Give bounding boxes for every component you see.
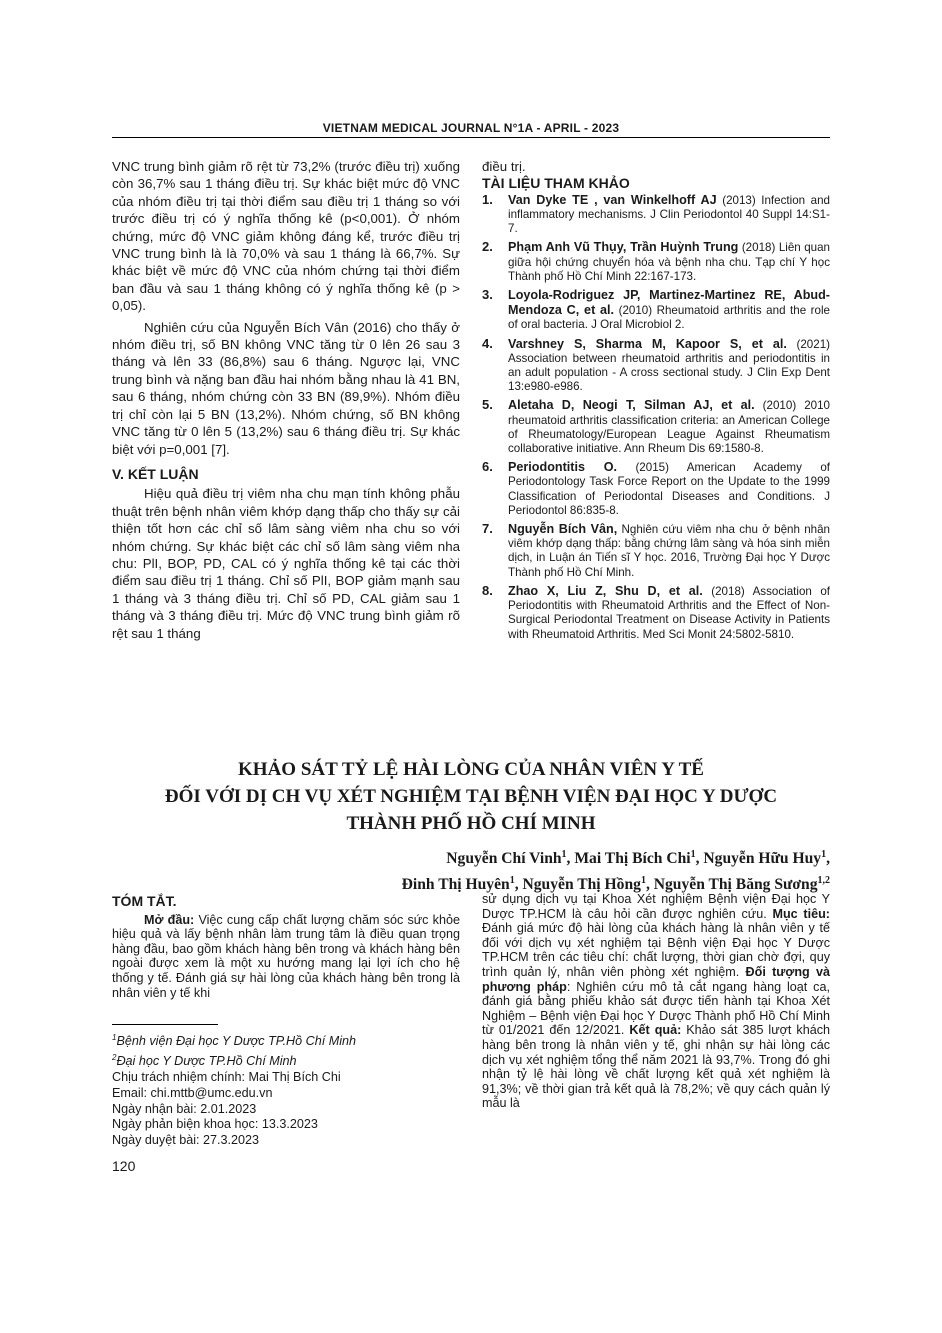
left-column <box>112 158 460 642</box>
paragraph-continuation: điều trị. <box>482 159 526 174</box>
reference-item: 7. Nguyễn Bích Vân, Nghiên cứu viêm nha chu ở bệnh nhân viêm khớp dạng thấp: bằng chứng lâm sàng và hóa sinh miễn dịch, in Luận án Tiến sĩ Y học. 2016, Trường Đại học Y Dược Thành phố Hồ Chí Minh. <box>482 521 830 579</box>
author-name: Nguyễn Chí Vinh <box>446 850 562 868</box>
reference-item: 1. Van Dyke TE , van Winkelhoff AJ (2013) Infection and inflammatory mechanisms. J Clin Periodontol 40 Suppl 14:S1-7. <box>482 191 830 236</box>
author-name: Đinh Thị Huyên <box>401 876 510 894</box>
received-date: Ngày nhận bài: 2.01.2023 <box>112 1101 257 1116</box>
paragraph: Nghiên cứu của Nguyễn Bích Vân (2016) cho thấy ở nhóm điều trị, số BN không VNC tăng từ 0 lên 26 sau 3 tháng và lên 33 (86,8%) sau 6 tháng. Ngược lại, VNC trung bình và nặng ban đầu hai nhóm bằng nhau là 41 BN, sau 6 tháng, nhóm chứng còn 33 BN (89,9%). Nhóm điều trị chỉ còn lại 5 BN (13,2%). Nhóm chứng, số BN không VNC tăng từ 0 lên 5 (13,2%) sau 6 tháng điều trị. Sự khác biệt với p=0,001 [7]. <box>112 319 460 457</box>
affiliation-1: $^1$Bệnh viện Đại học Y Dược TP.Hồ Chí Minh <box>112 1033 357 1049</box>
footnotes <box>112 1030 460 1149</box>
author-list: Nguyễn Chí Vinh$^1$, Mai Thị Bích Chi$^1$, Nguyễn Hữu Huy$^1$, Đinh Thị Huyên$^1$, Nguyễn Thị Hồng$^1$, Nguyễn Thị Băng Sương$^{1,2}$ <box>401 849 830 894</box>
paragraph: VNC trung bình giảm rõ rệt từ 73,2% (trước điều trị) xuống còn 36,7% sau 1 tháng điều trị. Sự khác biệt mức độ VNC của nhóm điều trị tại thời điểm sau điều trị 1 tháng so với trước điều trị có ý nghĩa thống kê (p<0,001). Ở nhóm chứng, mức độ VNC giảm không đáng kể, trước điều trị VNC trung bình là là 70,0% và sau 1 tháng là 66,7%. Sự khác biệt về mức độ VNC của nhóm chứng tại thời điểm ban đầu và sau 1 tháng không có ý nghĩa thống kê (p > 0,05). <box>112 159 460 314</box>
title-line: KHẢO SÁT TỶ LỆ HÀI LÒNG CỦA NHÂN VIÊN Y TẾ <box>238 759 704 780</box>
footnote-rule <box>112 1024 218 1025</box>
section-heading: V. KẾT LUẬN <box>112 465 199 482</box>
reviewed-date: Ngày phản biện khoa học: 13.3.2023 <box>112 1117 318 1132</box>
right-column <box>482 158 830 646</box>
journal-header: VIETNAM MEDICAL JOURNAL N°1A - APRIL - 2023 <box>322 121 620 135</box>
reference-item: 5. Aletaha D, Neogi T, Silman AJ, et al. (2010) 2010 rheumatoid arthritis classification criteria: an American College of Rheumatology/European League Against Rheumatism collaborative initiative. Ann Rheum Dis 69:1580-8. <box>482 397 831 456</box>
abstract-paragraph: sử dụng dịch vụ tại Khoa Xét nghiệm Bệnh viện Đại học Y Dược TP.HCM là câu hỏi cần được nghiên cứu. Mục tiêu: Đánh giá mức độ hài lòng của khách hàng là nhân viên y tế đối với dịch vụ xét nghiệm tại Bệnh viện Đại học Y Dược TP.HCM trên các tiêu chí: chất lượng, thời gian chờ đợi, quy trình quản lý, nhân viên phòng xét nghiệm. Đối tượng và phương pháp: Nghiên cứu mô tả cắt ngang hàng loạt ca, đánh giá bằng phiếu khảo sát được tiến hành tại Khoa Xét Nghiệm – Bệnh viện Đại học Y Dược Thành phố Hồ Chí Minh từ 01/2021 đến 12/2021. Kết quả: Khảo sát 385 lượt khách hàng bên trong là nhân viên y tế, ghi nhận sự hài lòng các dịch vụ xét nghiệm tổng thể năm 2021 là 93,7%. Trong đó ghi nhận tỷ lệ hài lòng về chất lượng kết quả xét nghiệm là 91,3%; về thời gian trả kết quả là 78,2%; về quy cách quản lý mẫu là <box>482 892 831 1111</box>
author-name: Nguyễn Hữu Huy <box>703 850 822 868</box>
abstract-left <box>112 892 460 1000</box>
accepted-date: Ngày duyệt bài: 27.3.2023 <box>112 1133 260 1148</box>
author-name: Nguyễn Thị Băng Sương <box>653 876 818 894</box>
title-line: THÀNH PHỐ HỒ CHÍ MINH <box>346 813 596 834</box>
abstract-paragraph: Mở đầu: Việc cung cấp chất lượng chăm sóc sức khỏe hiệu quả và lấy bệnh nhân làm trung tâm là điều quan trọng hàng đầu, bao gồm khách hàng bên trong và khách hàng bên ngoài được xem là một xu hướng mang lại lợi ích cho hệ thống y tế. Đánh giá sự hài lòng của khách hàng bên trong là nhân viên y tế khi <box>112 912 460 1000</box>
affiliation-2: $^2$Đại học Y Dược TP.Hồ Chí Minh <box>112 1052 297 1069</box>
reference-item: 4. Varshney S, Sharma M, Kapoor S, et al. (2021) Association between rheumatoid arthritis and periodontitis in an adult population - A cross sectional study. J Clin Exp Dent 13:e980-e986. <box>482 335 830 394</box>
reference-item: 2. Phạm Anh Vũ Thụy, Trần Huỳnh Trung (2018) Liên quan giữa hội chứng chuyển hóa và bệnh nha chu. Tạp chí Y học Thành phố Hồ Chí Minh 22:167-173. <box>482 239 831 283</box>
article-title <box>112 756 830 837</box>
title-line: ĐỐI VỚI DỊ CH VỤ XÉT NGHIỆM TẠI BỆNH VIỆN ĐẠI HỌC Y DƯỢC <box>164 786 778 807</box>
corresponding-author: Chịu trách nhiệm chính: Mai Thị Bích Chi <box>112 1069 341 1084</box>
abstract-heading: TÓM TẮT. <box>112 893 177 909</box>
references-list <box>482 193 830 642</box>
reference-item: 8. Zhao X, Liu Z, Shu D, et al. (2018) Association of Periodontitis with Rheumatoid Arthritis and the Effect of Non-Surgical Periodontal Treatment on Disease Activity in Patients with Rheumatoid Arthritis. Med Sci Monit 24:5802-5810. <box>482 582 830 641</box>
author-name: Nguyễn Thị Hồng <box>522 876 641 894</box>
paragraph: Hiệu quả điều trị viêm nha chu mạn tính không phẫu thuật trên bệnh nhân viêm khớp dạng thấp cho thấy sự cải thiện tốt hơn các chỉ số lâm sàng viêm nha chu so với nhóm chứng. Sự khác biệt các chỉ số lâm sàng viêm nha chu: PlI, BOP, PD, CAL có ý nghĩa thống kê tại các thời điểm sau điều trị 1 tháng. Chỉ số PlI, BOP giảm mạnh sau 1 tháng và 3 tháng điều trị. Chỉ số PD, CAL giảm sau 1 tháng và 3 tháng điều trị. Mức độ VNC trung bình giảm rõ rệt sau 1 tháng <box>112 486 460 641</box>
reference-item: 3. Loyola-Rodriguez JP, Martinez-Martinez RE, Abud-Mendoza C, et al. (2010) Rheumatoid arthritis and the role of oral bacteria. J Oral Microbiol 2. <box>482 287 830 332</box>
abstract-right <box>482 892 830 1111</box>
reference-item: 6. Periodontitis O. (2015) American Academy of Periodontology Task Force Report on the Update to the 1999 Classification of Periodontal Diseases and Conditions. J Periodontol 86:835-8. <box>482 459 830 517</box>
page-number: 120 <box>112 1158 136 1174</box>
email: Email: chi.mttb@umc.edu.vn <box>112 1085 273 1100</box>
header-rule <box>112 137 830 138</box>
author-name: Mai Thị Bích Chi <box>574 850 691 868</box>
references-heading: TÀI LIỆU THAM KHẢO <box>482 175 630 192</box>
